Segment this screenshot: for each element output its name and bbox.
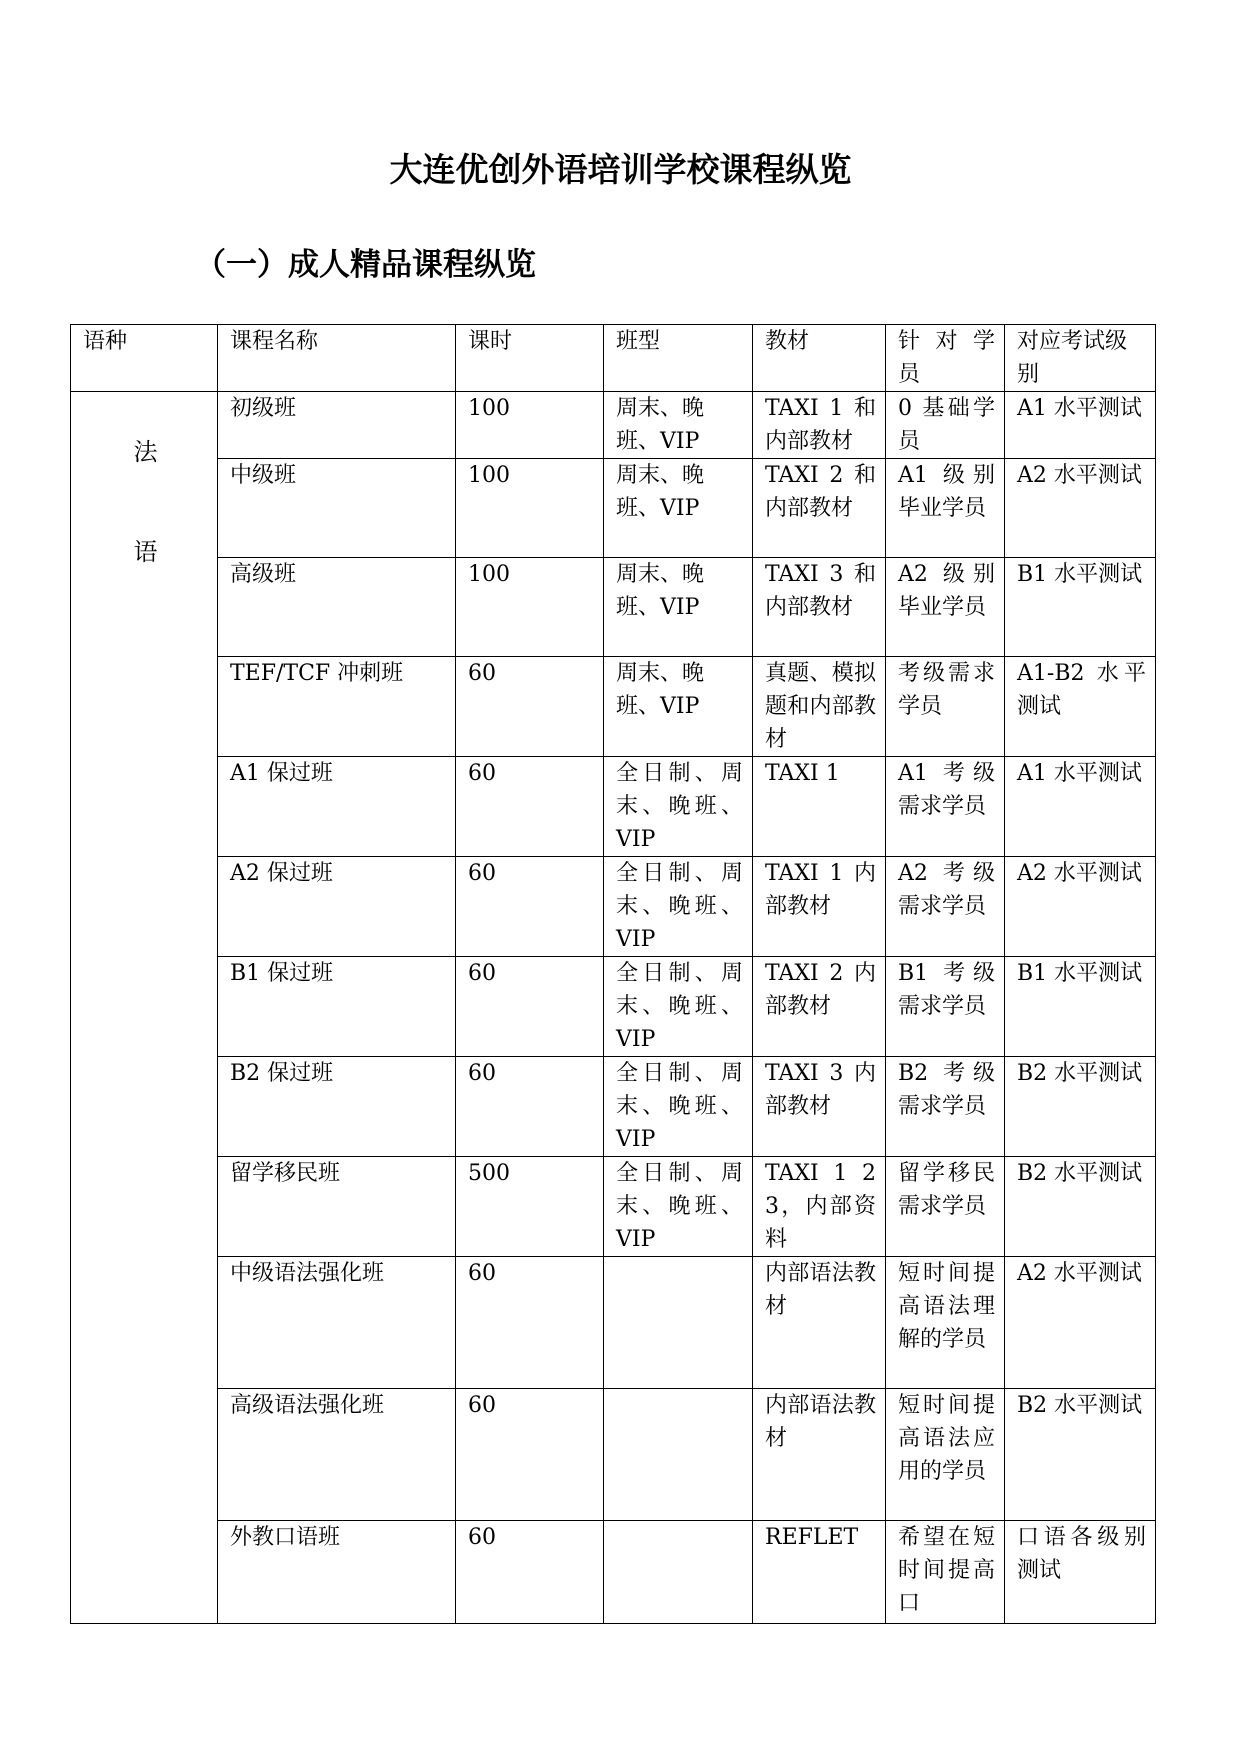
exam-level-cell: A2 水平测试 — [1005, 857, 1156, 957]
class-type-cell — [604, 1257, 753, 1389]
textbook-cell: 真题、模拟题和内部教材 — [753, 657, 886, 757]
target-students-cell: 考级需求学员 — [886, 657, 1005, 757]
target-students-cell: B2 考级需求学员 — [886, 1057, 1005, 1157]
header-cell: 班型 — [604, 325, 753, 392]
table-row — [71, 657, 1156, 757]
language-label-char: 语 — [133, 538, 158, 566]
table-row — [71, 558, 1156, 657]
class-type-cell: 周末、晚班、VIP — [604, 558, 753, 657]
textbook-cell: TAXI 2 内部教材 — [753, 957, 886, 1057]
textbook-cell: REFLET — [753, 1521, 886, 1624]
exam-level-cell: A1 水平测试 — [1005, 392, 1156, 459]
target-students-cell: 希望在短时间提高口 — [886, 1521, 1005, 1624]
table-row — [71, 757, 1156, 857]
textbook-cell: TAXI 1 内部教材 — [753, 857, 886, 957]
class-type-cell: 周末、晚班、VIP — [604, 657, 753, 757]
header-cell: 课时 — [456, 325, 604, 392]
exam-level-cell: B1 水平测试 — [1005, 957, 1156, 1057]
exam-level-cell: 口语各级别测试 — [1005, 1521, 1156, 1624]
textbook-cell: 内部语法教材 — [753, 1389, 886, 1521]
exam-level-cell: B2 水平测试 — [1005, 1057, 1156, 1157]
course-name-cell: TEF/TCF 冲刺班 — [218, 657, 456, 757]
table-row — [71, 1157, 1156, 1257]
hours-cell: 60 — [456, 857, 604, 957]
exam-level-cell: B2 水平测试 — [1005, 1157, 1156, 1257]
target-students-cell: A2 级别毕业学员 — [886, 558, 1005, 657]
target-students-cell: 留学移民需求学员 — [886, 1157, 1005, 1257]
table-header-row — [71, 325, 1156, 392]
exam-level-cell: A2 水平测试 — [1005, 1257, 1156, 1389]
hours-cell: 500 — [456, 1157, 604, 1257]
textbook-cell: TAXI 1 — [753, 757, 886, 857]
class-type-cell: 周末、晚班、VIP — [604, 392, 753, 459]
textbook-cell: TAXI 3 和内部教材 — [753, 558, 886, 657]
hours-cell: 60 — [456, 957, 604, 1057]
table-row — [71, 857, 1156, 957]
exam-level-cell: A1 水平测试 — [1005, 757, 1156, 857]
header-cell: 对应考试级别 — [1005, 325, 1156, 392]
table-row — [71, 459, 1156, 558]
hours-cell: 60 — [456, 1257, 604, 1389]
course-name-cell: 高级语法强化班 — [218, 1389, 456, 1521]
class-type-cell: 全日制、周末、晚班、VIP — [604, 957, 753, 1057]
table-row — [71, 1389, 1156, 1521]
textbook-cell: 内部语法教材 — [753, 1257, 886, 1389]
target-students-cell: 短时间提高语法理解的学员 — [886, 1257, 1005, 1389]
table-row — [71, 392, 1156, 459]
exam-level-cell: B1 水平测试 — [1005, 558, 1156, 657]
hours-cell: 60 — [456, 1057, 604, 1157]
table-row — [71, 1521, 1156, 1624]
language-label-char: 法 — [133, 438, 158, 466]
course-name-cell: 留学移民班 — [218, 1157, 456, 1257]
class-type-cell: 全日制、周末、晚班、VIP — [604, 1057, 753, 1157]
hours-cell: 100 — [456, 459, 604, 558]
course-name-cell: A1 保过班 — [218, 757, 456, 857]
section-title: （一）成人精品课程纵览 — [195, 247, 536, 283]
textbook-cell: TAXI 2 和内部教材 — [753, 459, 886, 558]
hours-cell: 100 — [456, 558, 604, 657]
table-row — [71, 1057, 1156, 1157]
class-type-cell: 全日制、周末、晚班、VIP — [604, 1157, 753, 1257]
table-row — [71, 1257, 1156, 1389]
table-row — [71, 957, 1156, 1057]
header-cell: 针 对 学 员 — [886, 325, 1005, 392]
document-title: 大连优创外语培训学校课程纵览 — [389, 150, 852, 189]
class-type-cell: 全日制、周末、晚班、VIP — [604, 757, 753, 857]
course-name-cell: B1 保过班 — [218, 957, 456, 1057]
textbook-cell: TAXI 1 和内部教材 — [753, 392, 886, 459]
class-type-cell: 全日制、周末、晚班、VIP — [604, 857, 753, 957]
textbook-cell: TAXI 1 2 3，内部资料 — [753, 1157, 886, 1257]
course-table — [70, 324, 1156, 1624]
header-cell: 语种 — [71, 325, 218, 392]
class-type-cell: 周末、晚班、VIP — [604, 459, 753, 558]
target-students-cell: A1 考级需求学员 — [886, 757, 1005, 857]
textbook-cell: TAXI 3 内部教材 — [753, 1057, 886, 1157]
course-name-cell: 初级班 — [218, 392, 456, 459]
hours-cell: 100 — [456, 392, 604, 459]
target-students-cell: 0 基础学员 — [886, 392, 1005, 459]
exam-level-cell: A2 水平测试 — [1005, 459, 1156, 558]
header-cell: 课程名称 — [218, 325, 456, 392]
course-name-cell: B2 保过班 — [218, 1057, 456, 1157]
course-name-cell: 中级语法强化班 — [218, 1257, 456, 1389]
target-students-cell: A2 考级需求学员 — [886, 857, 1005, 957]
language-cell — [71, 392, 218, 1624]
course-name-cell: 高级班 — [218, 558, 456, 657]
target-students-cell: 短时间提高语法应用的学员 — [886, 1389, 1005, 1521]
exam-level-cell: A1-B2 水平测试 — [1005, 657, 1156, 757]
hours-cell: 60 — [456, 1389, 604, 1521]
course-name-cell: 外教口语班 — [218, 1521, 456, 1624]
course-name-cell: 中级班 — [218, 459, 456, 558]
hours-cell: 60 — [456, 657, 604, 757]
header-cell: 教材 — [753, 325, 886, 392]
exam-level-cell: B2 水平测试 — [1005, 1389, 1156, 1521]
hours-cell: 60 — [456, 1521, 604, 1624]
hours-cell: 60 — [456, 757, 604, 857]
course-name-cell: A2 保过班 — [218, 857, 456, 957]
target-students-cell: A1 级别毕业学员 — [886, 459, 1005, 558]
class-type-cell — [604, 1389, 753, 1521]
class-type-cell — [604, 1521, 753, 1624]
target-students-cell: B1 考级需求学员 — [886, 957, 1005, 1057]
